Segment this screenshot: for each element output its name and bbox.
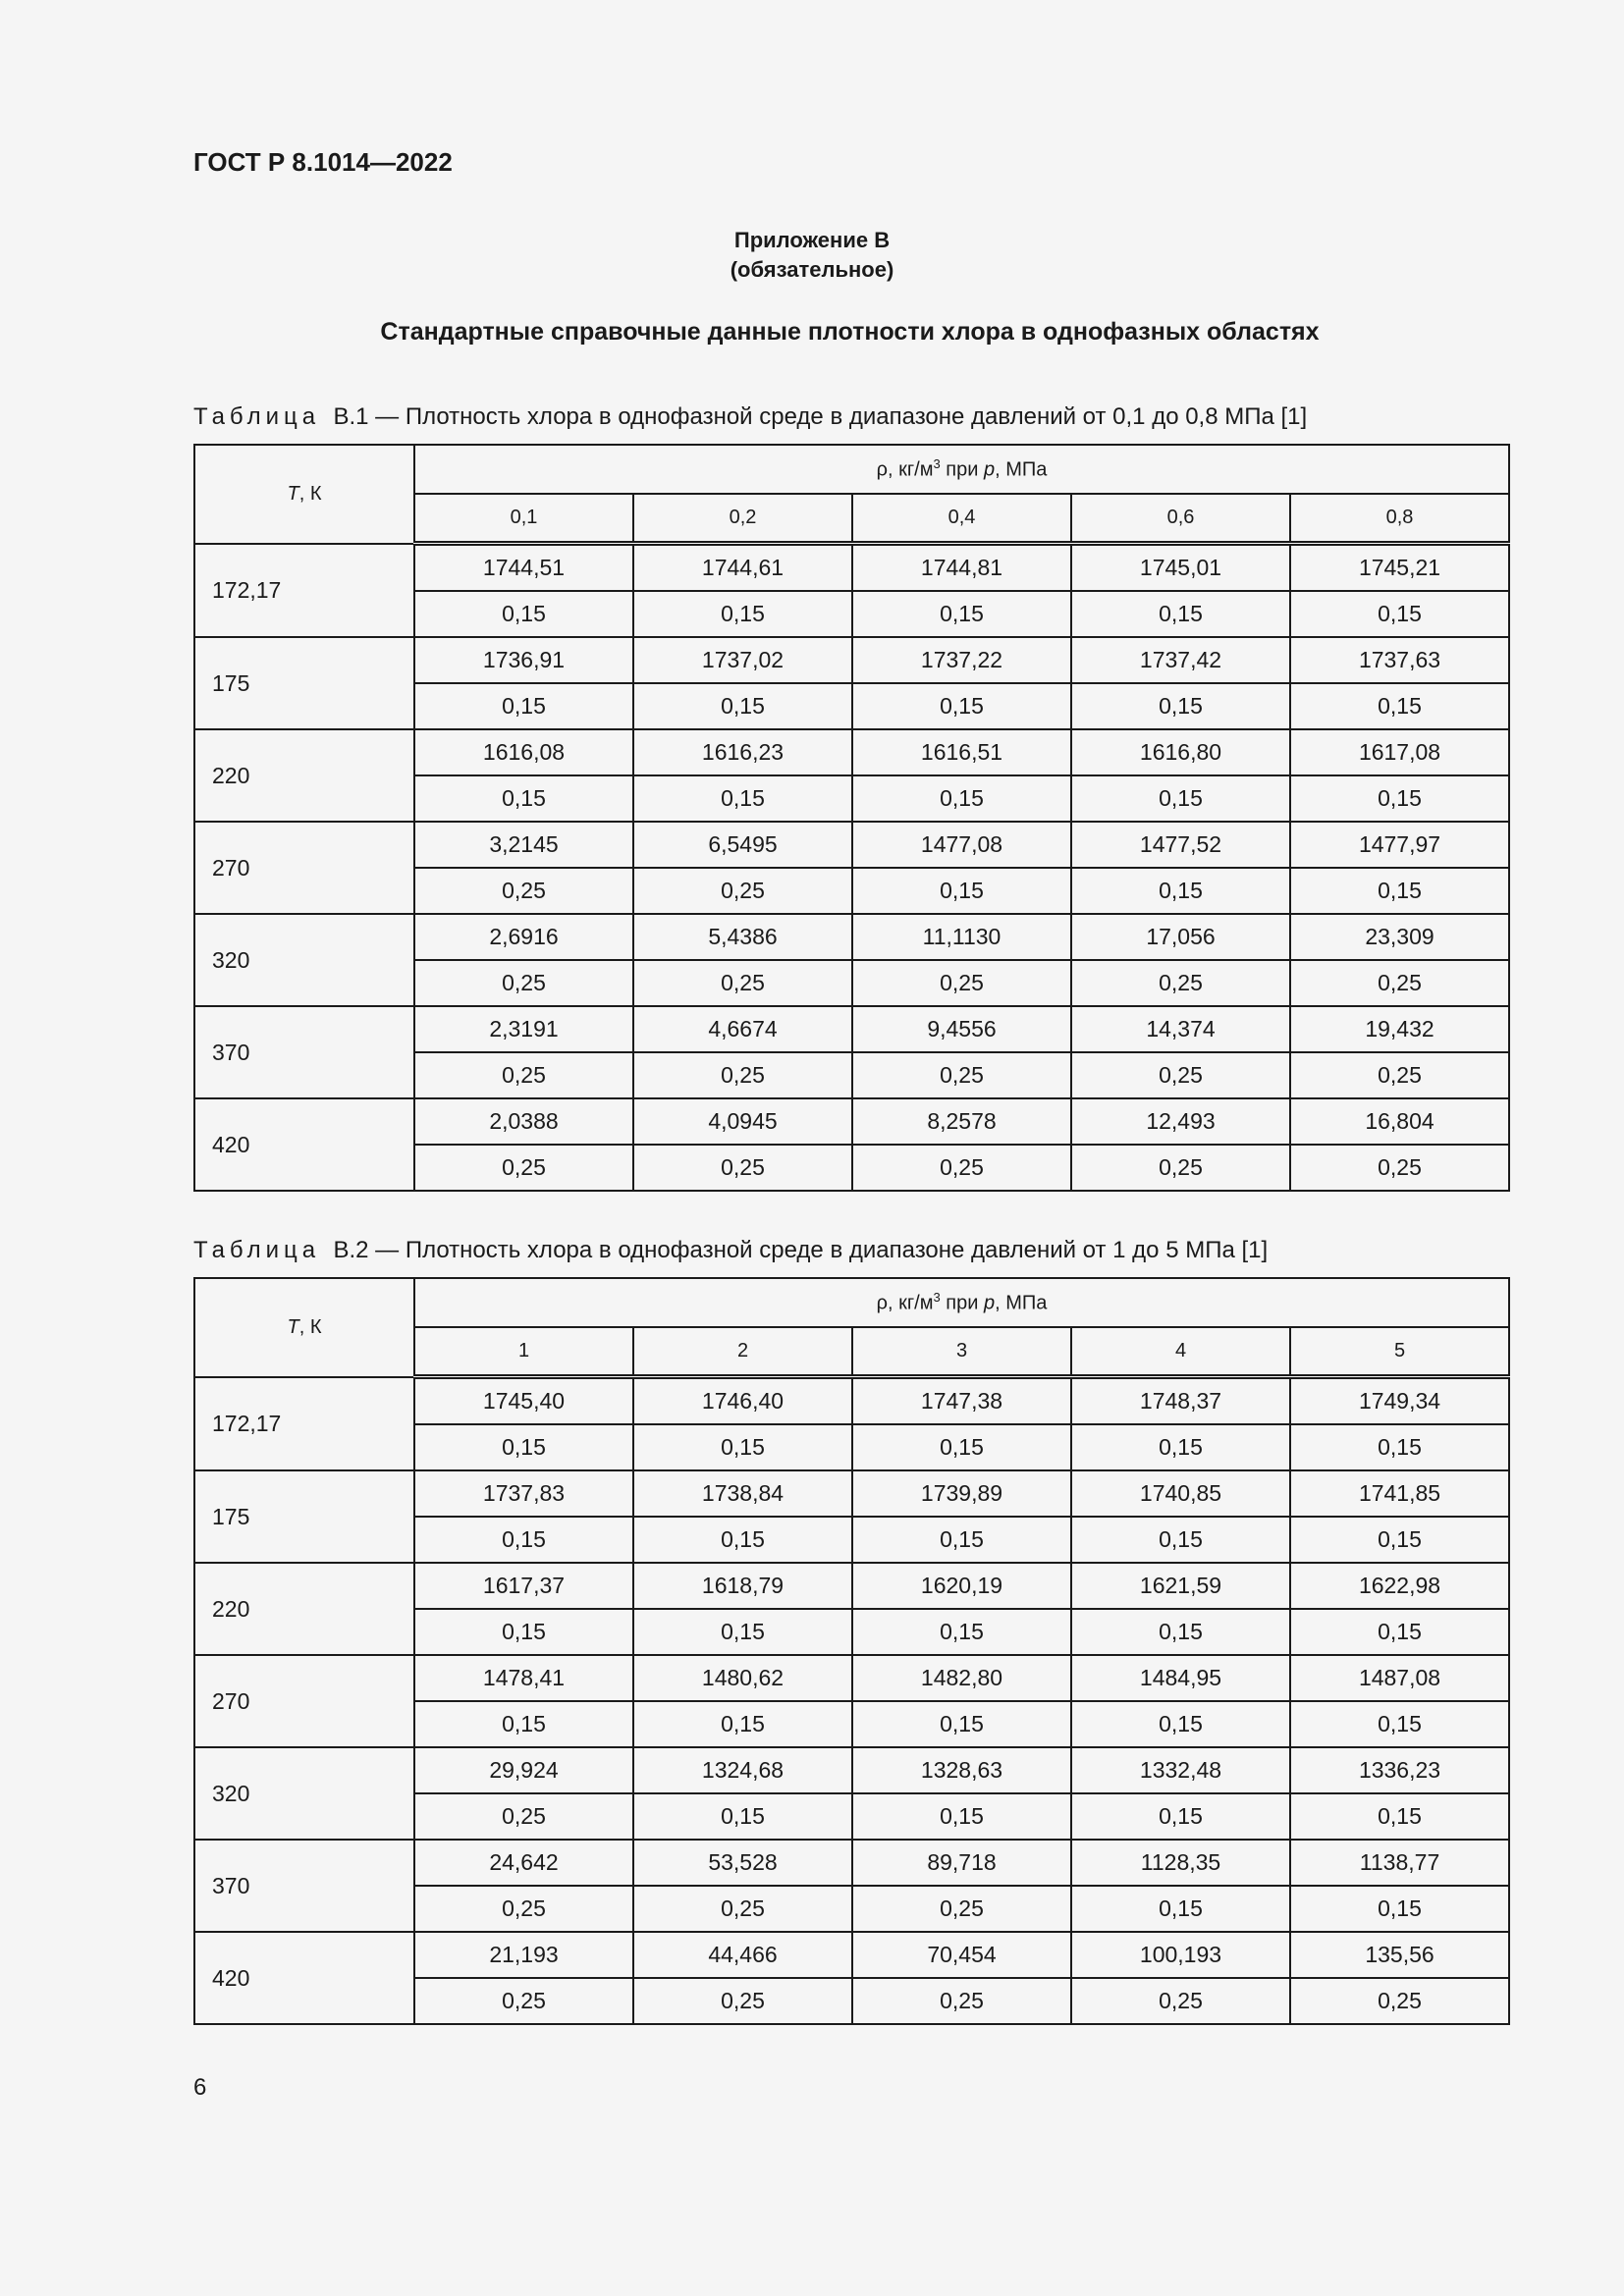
uncertainty-value: 0,15 bbox=[633, 1517, 852, 1563]
density-value: 14,374 bbox=[1071, 1006, 1290, 1052]
uncertainty-value: 0,25 bbox=[414, 1793, 633, 1840]
temperature-cell: 220 bbox=[194, 1563, 414, 1655]
density-value: 1745,01 bbox=[1071, 544, 1290, 592]
density-value: 1336,23 bbox=[1290, 1747, 1509, 1793]
appendix-status: (обязательное) bbox=[730, 257, 894, 282]
pressure-value: 0,8 bbox=[1290, 494, 1509, 544]
uncertainty-value: 0,25 bbox=[852, 1886, 1071, 1932]
uncertainty-value: 0,25 bbox=[633, 1886, 852, 1932]
uncertainty-value: 0,25 bbox=[633, 1145, 852, 1191]
density-value: 1622,98 bbox=[1290, 1563, 1509, 1609]
density-value: 1745,40 bbox=[414, 1377, 633, 1425]
uncertainty-value: 0,15 bbox=[633, 1424, 852, 1470]
density-value: 53,528 bbox=[633, 1840, 852, 1886]
uncertainty-value: 0,25 bbox=[414, 868, 633, 914]
uncertainty-value: 0,25 bbox=[852, 1145, 1071, 1191]
density-value: 1616,23 bbox=[633, 729, 852, 775]
density-value: 1477,08 bbox=[852, 822, 1071, 868]
temperature-cell: 320 bbox=[194, 914, 414, 1006]
density-symbol: ρ, кг/м bbox=[876, 1292, 934, 1314]
density-value: 89,718 bbox=[852, 1840, 1071, 1886]
density-value: 1737,22 bbox=[852, 637, 1071, 683]
density-value: 3,2145 bbox=[414, 822, 633, 868]
density-exponent: 3 bbox=[933, 1290, 941, 1306]
density-value: 1480,62 bbox=[633, 1655, 852, 1701]
density-value: 1747,38 bbox=[852, 1377, 1071, 1425]
uncertainty-value: 0,15 bbox=[1290, 1517, 1509, 1563]
uncertainty-value: 0,25 bbox=[1290, 1978, 1509, 2024]
table-word: Таблица bbox=[193, 403, 321, 430]
uncertainty-value: 0,15 bbox=[1290, 591, 1509, 637]
density-value: 1616,80 bbox=[1071, 729, 1290, 775]
uncertainty-value: 0,15 bbox=[852, 868, 1071, 914]
uncertainty-value: 0,25 bbox=[633, 1978, 852, 2024]
uncertainty-value: 0,15 bbox=[1290, 1886, 1509, 1932]
header-row bbox=[194, 1278, 1509, 1327]
density-value: 23,309 bbox=[1290, 914, 1509, 960]
uncertainty-value: 0,25 bbox=[1071, 1145, 1290, 1191]
table-row bbox=[194, 1098, 1509, 1145]
uncertainty-value: 0,15 bbox=[633, 1701, 852, 1747]
uncertainty-value: 0,15 bbox=[414, 1424, 633, 1470]
density-header bbox=[414, 1278, 1509, 1327]
uncertainty-value: 0,15 bbox=[633, 775, 852, 822]
header-row bbox=[194, 445, 1509, 494]
density-value: 1616,08 bbox=[414, 729, 633, 775]
table-caption-text: — Плотность хлора в однофазной среде в диапазоне давлений от 1 до 5 МПа [1] bbox=[368, 1237, 1269, 1263]
density-value: 1746,40 bbox=[633, 1377, 852, 1425]
table-row bbox=[194, 1932, 1509, 1978]
density-value: 1482,80 bbox=[852, 1655, 1071, 1701]
density-value: 16,804 bbox=[1290, 1098, 1509, 1145]
density-value: 1744,61 bbox=[633, 544, 852, 592]
density-value: 1617,37 bbox=[414, 1563, 633, 1609]
uncertainty-value: 0,15 bbox=[852, 1424, 1071, 1470]
density-value: 1740,85 bbox=[1071, 1470, 1290, 1517]
uncertainty-value: 0,15 bbox=[414, 1609, 633, 1655]
uncertainty-value: 0,15 bbox=[852, 683, 1071, 729]
density-value: 1487,08 bbox=[1290, 1655, 1509, 1701]
density-value: 1737,42 bbox=[1071, 637, 1290, 683]
uncertainty-value: 0,15 bbox=[633, 1793, 852, 1840]
density-value: 1484,95 bbox=[1071, 1655, 1290, 1701]
pressure-unit: , МПа bbox=[995, 458, 1048, 481]
pressure-unit: , МПа bbox=[995, 1292, 1048, 1314]
section-title: Стандартные справочные данные плотности хлора в однофазных областях bbox=[380, 318, 1320, 346]
uncertainty-value: 0,15 bbox=[414, 591, 633, 637]
temperature-cell: 172,17 bbox=[194, 1377, 414, 1471]
uncertainty-value: 0,15 bbox=[1290, 1793, 1509, 1840]
table-row bbox=[194, 1655, 1509, 1701]
uncertainty-value: 0,25 bbox=[852, 1052, 1071, 1098]
table-row bbox=[194, 637, 1509, 683]
pressure-value: 0,2 bbox=[633, 494, 852, 544]
density-table-1 bbox=[193, 444, 1510, 1192]
uncertainty-value: 0,25 bbox=[633, 868, 852, 914]
temperature-cell: 270 bbox=[194, 822, 414, 914]
uncertainty-value: 0,15 bbox=[1071, 1701, 1290, 1747]
uncertainty-value: 0,25 bbox=[852, 1978, 1071, 2024]
temperature-cell: 420 bbox=[194, 1932, 414, 2024]
uncertainty-value: 0,15 bbox=[1071, 868, 1290, 914]
table-number: В.2 bbox=[333, 1237, 369, 1263]
uncertainty-value: 0,25 bbox=[414, 960, 633, 1006]
uncertainty-value: 0,15 bbox=[1290, 775, 1509, 822]
uncertainty-value: 0,15 bbox=[852, 775, 1071, 822]
uncertainty-value: 0,15 bbox=[1071, 1793, 1290, 1840]
uncertainty-value: 0,25 bbox=[1290, 960, 1509, 1006]
density-value: 1621,59 bbox=[1071, 1563, 1290, 1609]
uncertainty-value: 0,15 bbox=[852, 591, 1071, 637]
density-table-2 bbox=[193, 1277, 1510, 2025]
temperature-cell: 370 bbox=[194, 1840, 414, 1932]
density-value: 1737,02 bbox=[633, 637, 852, 683]
density-value: 1477,52 bbox=[1071, 822, 1290, 868]
uncertainty-value: 0,15 bbox=[1071, 1886, 1290, 1932]
uncertainty-value: 0,15 bbox=[633, 683, 852, 729]
density-value: 4,0945 bbox=[633, 1098, 852, 1145]
uncertainty-value: 0,25 bbox=[414, 1886, 633, 1932]
density-symbol: ρ, кг/м bbox=[876, 458, 934, 481]
density-value: 100,193 bbox=[1071, 1932, 1290, 1978]
uncertainty-value: 0,15 bbox=[1290, 1424, 1509, 1470]
pressure-value: 0,4 bbox=[852, 494, 1071, 544]
density-value: 1478,41 bbox=[414, 1655, 633, 1701]
uncertainty-value: 0,25 bbox=[414, 1052, 633, 1098]
density-value: 4,6674 bbox=[633, 1006, 852, 1052]
density-value: 1745,21 bbox=[1290, 544, 1509, 592]
uncertainty-value: 0,25 bbox=[1071, 1978, 1290, 2024]
pressure-value: 0,6 bbox=[1071, 494, 1290, 544]
density-value: 1749,34 bbox=[1290, 1377, 1509, 1425]
uncertainty-value: 0,15 bbox=[1290, 868, 1509, 914]
uncertainty-value: 0,15 bbox=[1290, 683, 1509, 729]
temperature-unit: , К bbox=[298, 482, 322, 505]
uncertainty-value: 0,15 bbox=[1071, 1424, 1290, 1470]
temperature-symbol: T bbox=[287, 1315, 299, 1338]
density-value: 9,4556 bbox=[852, 1006, 1071, 1052]
density-value: 1744,81 bbox=[852, 544, 1071, 592]
uncertainty-value: 0,15 bbox=[1290, 1609, 1509, 1655]
temperature-cell: 175 bbox=[194, 637, 414, 729]
density-value: 1739,89 bbox=[852, 1470, 1071, 1517]
table-row bbox=[194, 1840, 1509, 1886]
table-number: В.1 bbox=[333, 403, 369, 430]
density-value: 1738,84 bbox=[633, 1470, 852, 1517]
table-word: Таблица bbox=[193, 1237, 321, 1263]
uncertainty-value: 0,15 bbox=[1071, 1517, 1290, 1563]
density-value: 24,642 bbox=[414, 1840, 633, 1886]
uncertainty-value: 0,25 bbox=[414, 1978, 633, 2024]
temperature-cell: 175 bbox=[194, 1470, 414, 1563]
table-row bbox=[194, 822, 1509, 868]
density-value: 29,924 bbox=[414, 1747, 633, 1793]
density-value: 2,3191 bbox=[414, 1006, 633, 1052]
density-value: 12,493 bbox=[1071, 1098, 1290, 1145]
uncertainty-value: 0,25 bbox=[1290, 1145, 1509, 1191]
density-value: 11,1130 bbox=[852, 914, 1071, 960]
density-value: 6,5495 bbox=[633, 822, 852, 868]
pressure-value: 3 bbox=[852, 1327, 1071, 1377]
density-value: 1128,35 bbox=[1071, 1840, 1290, 1886]
density-value: 1328,63 bbox=[852, 1747, 1071, 1793]
density-value: 2,6916 bbox=[414, 914, 633, 960]
uncertainty-value: 0,25 bbox=[414, 1145, 633, 1191]
uncertainty-value: 0,15 bbox=[852, 1701, 1071, 1747]
density-value: 17,056 bbox=[1071, 914, 1290, 960]
uncertainty-value: 0,15 bbox=[1290, 1701, 1509, 1747]
table-caption bbox=[193, 403, 1307, 431]
temperature-header bbox=[194, 445, 414, 544]
pressure-value: 1 bbox=[414, 1327, 633, 1377]
pressure-value: 2 bbox=[633, 1327, 852, 1377]
pressure-symbol: p bbox=[983, 1292, 996, 1314]
table-row bbox=[194, 1377, 1509, 1425]
density-value: 19,432 bbox=[1290, 1006, 1509, 1052]
temperature-symbol: T bbox=[287, 482, 299, 505]
density-value: 1737,63 bbox=[1290, 637, 1509, 683]
table-row bbox=[194, 544, 1509, 592]
uncertainty-value: 0,25 bbox=[1071, 960, 1290, 1006]
density-value: 1332,48 bbox=[1071, 1747, 1290, 1793]
uncertainty-value: 0,15 bbox=[633, 591, 852, 637]
density-value: 1737,83 bbox=[414, 1470, 633, 1517]
temperature-header bbox=[194, 1278, 414, 1377]
pressure-value: 0,1 bbox=[414, 494, 633, 544]
uncertainty-value: 0,25 bbox=[633, 1052, 852, 1098]
appendix-label: Приложение В bbox=[733, 228, 891, 252]
uncertainty-value: 0,15 bbox=[852, 1793, 1071, 1840]
density-mid: при bbox=[940, 1292, 984, 1314]
uncertainty-value: 0,15 bbox=[414, 1701, 633, 1747]
density-value: 1736,91 bbox=[414, 637, 633, 683]
density-value: 8,2578 bbox=[852, 1098, 1071, 1145]
temperature-cell: 270 bbox=[194, 1655, 414, 1747]
temperature-cell: 370 bbox=[194, 1006, 414, 1098]
table-row bbox=[194, 729, 1509, 775]
density-mid: при bbox=[940, 458, 984, 481]
density-value: 44,466 bbox=[633, 1932, 852, 1978]
table-caption-text: — Плотность хлора в однофазной среде в диапазоне давлений от 0,1 до 0,8 МПа [1] bbox=[368, 403, 1308, 430]
density-value: 21,193 bbox=[414, 1932, 633, 1978]
uncertainty-value: 0,15 bbox=[414, 1517, 633, 1563]
density-value: 1748,37 bbox=[1071, 1377, 1290, 1425]
uncertainty-value: 0,25 bbox=[1071, 1052, 1290, 1098]
uncertainty-value: 0,15 bbox=[1071, 683, 1290, 729]
temperature-cell: 420 bbox=[194, 1098, 414, 1191]
table-row bbox=[194, 1747, 1509, 1793]
uncertainty-value: 0,25 bbox=[633, 960, 852, 1006]
temperature-cell: 220 bbox=[194, 729, 414, 822]
uncertainty-value: 0,15 bbox=[1071, 1609, 1290, 1655]
uncertainty-value: 0,15 bbox=[414, 775, 633, 822]
density-value: 1744,51 bbox=[414, 544, 633, 592]
density-value: 1138,77 bbox=[1290, 1840, 1509, 1886]
uncertainty-value: 0,25 bbox=[1290, 1052, 1509, 1098]
density-value: 1741,85 bbox=[1290, 1470, 1509, 1517]
density-value: 1617,08 bbox=[1290, 729, 1509, 775]
uncertainty-value: 0,15 bbox=[633, 1609, 852, 1655]
temperature-cell: 172,17 bbox=[194, 544, 414, 638]
document-id: ГОСТ Р 8.1014—2022 bbox=[193, 147, 453, 177]
table-row bbox=[194, 1470, 1509, 1517]
density-value: 2,0388 bbox=[414, 1098, 633, 1145]
density-value: 1477,97 bbox=[1290, 822, 1509, 868]
page-number: 6 bbox=[193, 2074, 207, 2101]
density-exponent: 3 bbox=[933, 456, 941, 472]
pressure-value: 5 bbox=[1290, 1327, 1509, 1377]
density-value: 1618,79 bbox=[633, 1563, 852, 1609]
density-value: 1616,51 bbox=[852, 729, 1071, 775]
temperature-unit: , К bbox=[298, 1315, 322, 1338]
table-row bbox=[194, 1006, 1509, 1052]
density-value: 70,454 bbox=[852, 1932, 1071, 1978]
uncertainty-value: 0,15 bbox=[1071, 591, 1290, 637]
density-value: 135,56 bbox=[1290, 1932, 1509, 1978]
pressure-value: 4 bbox=[1071, 1327, 1290, 1377]
density-value: 5,4386 bbox=[633, 914, 852, 960]
table-row bbox=[194, 1563, 1509, 1609]
table-caption bbox=[193, 1237, 1268, 1264]
density-value: 1620,19 bbox=[852, 1563, 1071, 1609]
uncertainty-value: 0,15 bbox=[852, 1609, 1071, 1655]
uncertainty-value: 0,15 bbox=[852, 1517, 1071, 1563]
density-value: 1324,68 bbox=[633, 1747, 852, 1793]
uncertainty-value: 0,15 bbox=[414, 683, 633, 729]
table-row bbox=[194, 914, 1509, 960]
density-header bbox=[414, 445, 1509, 494]
uncertainty-value: 0,15 bbox=[1071, 775, 1290, 822]
temperature-cell: 320 bbox=[194, 1747, 414, 1840]
uncertainty-value: 0,25 bbox=[852, 960, 1071, 1006]
pressure-symbol: p bbox=[983, 458, 996, 481]
